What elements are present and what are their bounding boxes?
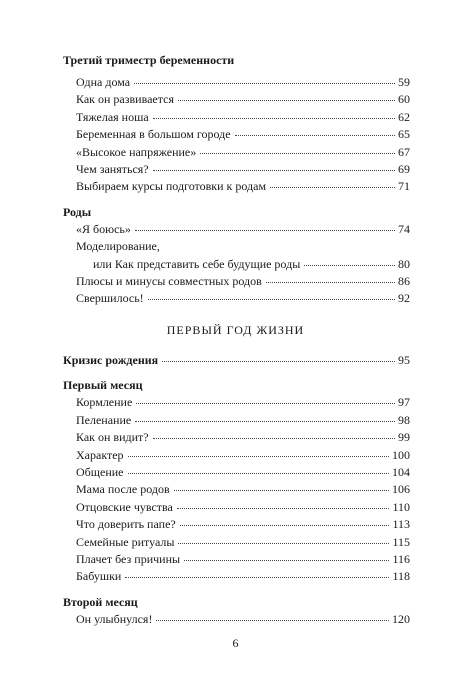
toc-entry-title: Как он видит? <box>76 430 149 445</box>
dot-leader <box>156 611 389 623</box>
dot-leader <box>178 534 389 546</box>
dot-leader <box>153 429 395 441</box>
dot-leader <box>178 91 395 103</box>
section-heading: Третий триместр беременности <box>63 53 235 67</box>
toc-entry-title-line1[interactable]: Моделирование, <box>76 239 160 254</box>
toc-entry-page: 104 <box>392 464 410 479</box>
section-heading: Второй месяц <box>63 594 138 609</box>
toc-entry-title: Чем заняться? <box>76 161 149 176</box>
toc-entry[interactable] <box>63 464 410 481</box>
toc-entry-page: 99 <box>398 430 410 445</box>
dot-leader <box>153 161 395 173</box>
toc-entry-title: «Высокое напряжение» <box>76 144 197 159</box>
dot-leader <box>134 74 395 86</box>
dot-leader <box>128 447 389 459</box>
toc-entry-title: Одна дома <box>76 75 131 89</box>
toc-entry-title: Кризис рождения <box>63 353 159 367</box>
toc-entry-title: Характер <box>76 447 124 462</box>
toc-entry-title: Свершилось! <box>76 291 144 306</box>
toc-entry[interactable] <box>63 273 410 290</box>
toc-entry-page: 60 <box>398 92 410 107</box>
toc-entry-page: 74 <box>398 221 410 236</box>
toc-entry[interactable] <box>63 221 410 238</box>
dot-leader <box>128 464 389 476</box>
toc-entry-title: Отцовские чувства <box>76 499 173 514</box>
toc-entry[interactable] <box>63 91 410 108</box>
toc-entry-title: «Я боюсь» <box>76 221 131 236</box>
toc-entry-page: 59 <box>398 75 410 89</box>
dot-leader <box>153 109 395 121</box>
toc-entry-title: Бабушки <box>76 569 122 584</box>
toc-entry[interactable] <box>63 551 410 568</box>
dot-leader <box>304 256 395 268</box>
toc-entry-page: 80 <box>398 256 410 271</box>
toc-entry[interactable] <box>63 568 410 585</box>
toc-entry-page: 71 <box>398 179 410 194</box>
toc-entry[interactable] <box>63 256 410 273</box>
toc-entry[interactable] <box>63 178 410 195</box>
toc-entry[interactable] <box>63 144 410 161</box>
toc-entry-title: Пеленание <box>76 412 132 427</box>
dot-leader <box>136 394 395 406</box>
dot-leader <box>135 412 395 424</box>
dot-leader <box>148 290 395 302</box>
toc-entry-page: 97 <box>398 395 410 410</box>
toc-entry[interactable] <box>63 74 410 91</box>
toc-entry-page: 67 <box>398 144 410 159</box>
toc-part-two <box>63 352 410 628</box>
toc-entry-title: Семейные ритуалы <box>76 534 175 549</box>
toc-entry[interactable] <box>63 161 410 178</box>
toc-entry-page: 98 <box>398 412 410 427</box>
toc-entry-title: Он улыбнулся! <box>76 611 153 626</box>
toc-entry-title: Плюсы и минусы совместных родов <box>76 273 262 288</box>
toc-entry-title: Мама после родов <box>76 482 170 497</box>
toc-entry-page: 86 <box>398 273 410 288</box>
toc-entry-title: Беременная в большом городе <box>76 127 231 142</box>
toc-entry-title: Плачет без причины <box>76 551 181 566</box>
dot-leader <box>162 352 395 364</box>
dot-leader <box>174 481 389 493</box>
toc-entry[interactable] <box>63 126 410 143</box>
section-heading: Первый месяц <box>63 378 143 393</box>
toc-entry-page: 106 <box>392 482 410 497</box>
dot-leader <box>235 126 395 138</box>
toc-entry[interactable] <box>63 499 410 516</box>
toc-entry-page: 120 <box>392 611 410 626</box>
dot-leader <box>125 568 389 580</box>
dot-leader <box>266 273 395 285</box>
toc-entry[interactable] <box>63 394 410 411</box>
toc-entry-page: 116 <box>392 551 410 566</box>
toc-entry-title: Что доверить папе? <box>76 517 176 532</box>
dot-leader <box>135 221 395 233</box>
toc-entry-page: 62 <box>398 109 410 124</box>
toc-entry[interactable] <box>63 429 410 446</box>
toc-entry-page: 69 <box>398 161 410 176</box>
toc-entry[interactable] <box>63 447 410 464</box>
section-heading: Роды <box>63 204 92 219</box>
toc-entry[interactable] <box>63 290 410 307</box>
toc-entry-page: 115 <box>392 534 410 549</box>
toc-entry-title: или Как представить себе будущие роды <box>93 256 301 271</box>
toc-entry-crisis[interactable] <box>63 352 410 369</box>
toc-entry-page: 65 <box>398 127 410 142</box>
dot-leader <box>270 178 395 190</box>
dot-leader <box>184 551 389 563</box>
toc-entry[interactable] <box>63 611 410 628</box>
toc-entry-title: Кормление <box>76 395 133 410</box>
toc-entry-page: 100 <box>392 447 410 462</box>
toc-entry-title: Выбираем курсы подготовки к родам <box>76 179 267 194</box>
toc-entry[interactable] <box>63 412 410 429</box>
dot-leader <box>177 499 390 511</box>
page-number: 6 <box>232 636 239 650</box>
toc-entry-page: 95 <box>398 353 410 367</box>
dot-leader <box>180 516 390 528</box>
toc-entry[interactable] <box>63 516 410 533</box>
toc-entry[interactable] <box>63 481 410 498</box>
toc-entry[interactable] <box>63 534 410 551</box>
toc-entry-title: Как он развивается <box>76 92 174 107</box>
toc-part-one <box>63 52 410 308</box>
toc-entry-page: 118 <box>392 569 410 584</box>
toc-entry-page: 113 <box>392 517 410 532</box>
toc-entry-page: 92 <box>398 291 410 306</box>
toc-entry-page: 110 <box>392 499 410 514</box>
toc-entry-title: Тяжелая ноша <box>76 109 149 124</box>
part-title: ПЕРВЫЙ ГОД ЖИЗНИ <box>166 323 305 337</box>
toc-entry-title: Общение <box>76 464 124 479</box>
dot-leader <box>200 144 395 156</box>
toc-entry[interactable] <box>63 109 410 126</box>
